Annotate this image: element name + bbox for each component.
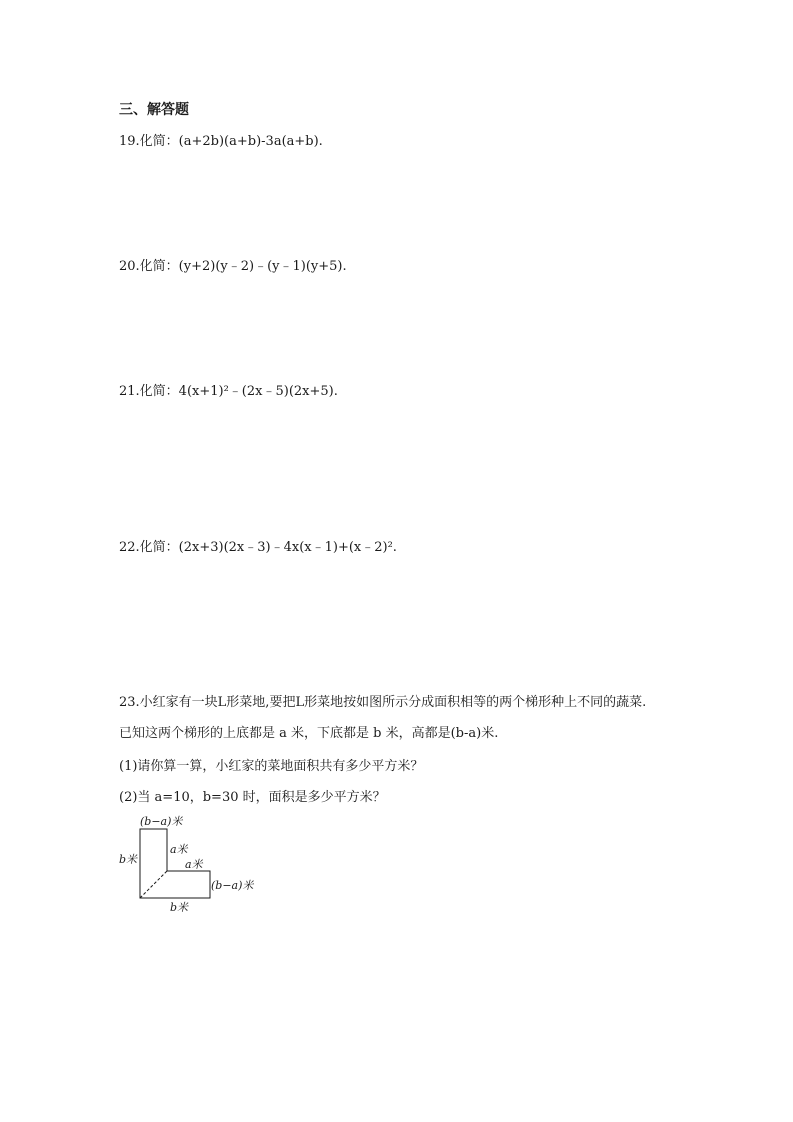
label-bottom: b米	[170, 901, 189, 914]
label-inner-vertical: a米	[170, 843, 188, 856]
label-left: b米	[119, 853, 138, 866]
section-title: 三、解答题	[119, 102, 189, 118]
question-22: 22.化简：(2x+3)(2x﹣3)﹣4x(x﹣1)+(x﹣2)².	[119, 540, 397, 555]
label-right: (b−a)米	[211, 879, 254, 892]
l-shape-figure	[112, 812, 262, 917]
label-top: (b−a)米	[140, 815, 183, 828]
question-23-line2: 已知这两个梯形的上底都是 a 米，下底都是 b 米，高都是(b-a)米.	[119, 726, 499, 741]
question-20: 20.化简：(y+2)(y﹣2)﹣(y﹣1)(y+5).	[119, 259, 347, 274]
dashed-diagonal	[140, 871, 167, 898]
label-inner-horizontal: a米	[185, 858, 203, 871]
question-23-line1: 23.小红家有一块L形菜地,要把L形菜地按如图所示分成面积相等的两个梯形种上不同的蔬菜.	[119, 695, 647, 710]
question-23-part2: (2)当 a=10，b=30 时，面积是多少平方米？	[119, 790, 386, 805]
question-21: 21.化简：4(x+1)²﹣(2x﹣5)(2x+5).	[119, 384, 338, 399]
question-19: 19.化简：(a+2b)(a+b)-3a(a+b).	[119, 134, 323, 149]
question-23-part1: (1)请你算一算，小红家的菜地面积共有多少平方米？	[119, 759, 424, 774]
